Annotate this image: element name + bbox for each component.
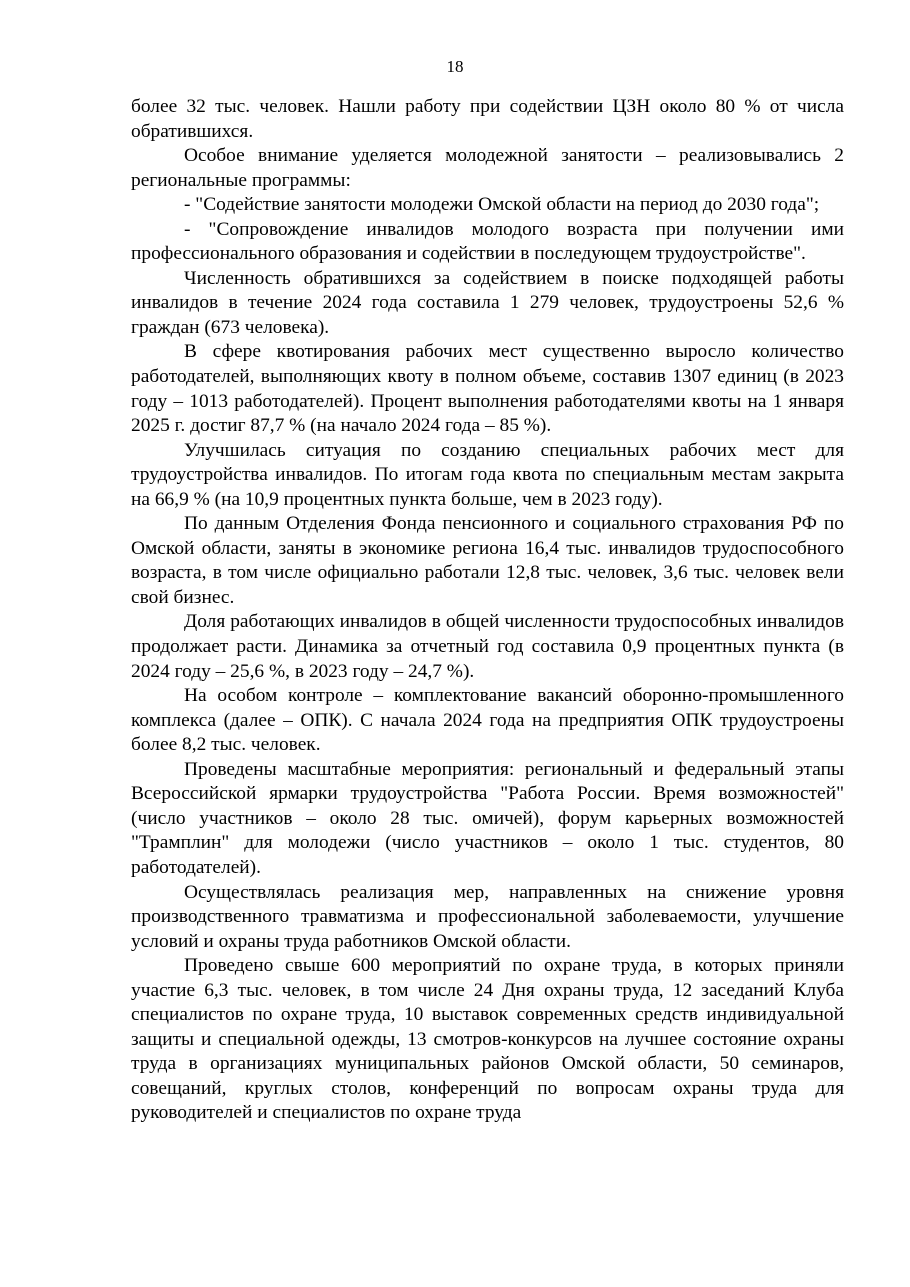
paragraph-12: Осуществлялась реализация мер, направленных на снижение уровня производственного травматизма и профессиональной заболеваемости, улучшение условий и охраны труда работников Омской области. bbox=[131, 881, 844, 952]
paragraph-9: Доля работающих инвалидов в общей численности трудоспособных инвалидов продолжает расти. Динамика за отчетный год составила 0,9 процентных пункта (в 2024 году – 25,6 %, в 2023 году – 24,7 %). bbox=[131, 611, 844, 682]
paragraph-7: Улучшилась ситуация по созданию специальных рабочих мест для трудоустройства инвалидов. По итогам года квота по специальным местам закрыта на 66,9 % (на 10,9 процентных пункта больше, чем в 2023 году). bbox=[131, 439, 844, 510]
paragraph-5: Численность обратившихся за содействием в поиске подходящей работы инвалидов в течение 2024 года составила 1 279 человек, трудоустроены 52,6 % граждан (673 человека). bbox=[131, 267, 844, 338]
body-text bbox=[131, 95, 844, 1126]
paragraph-6: В сфере квотирования рабочих мест существенно выросло количество работодателей, выполняющих квоту в полном объеме, составив 1307 единиц (в 2023 году – 1013 работодателей). Процент выполнения работодателями квоты на 1 января 2025 г. достиг 87,7 % (на начало 2024 года – 85 %). bbox=[131, 341, 844, 437]
paragraph-8: По данным Отделения Фонда пенсионного и социального страхования РФ по Омской области, заняты в экономике региона 16,4 тыс. инвалидов трудоспособного возраста, в том числе официально работали 12,8 тыс. человек, 3,6 тыс. человек вели свой бизнес. bbox=[131, 513, 844, 608]
page-number: 18 bbox=[446, 57, 464, 76]
paragraph-11: Проведены масштабные мероприятия: региональный и федеральный этапы Всероссийской ярмарки трудоустройства "Работа России. Время возможностей" (число участников – около 28 тыс. омичей), форум карьерных возможностей "Трамплин" для молодежи (число участников – около 1 тыс. студентов, 80 работодателей). bbox=[131, 758, 844, 878]
paragraph-2: Особое внимание уделяется молодежной занятости – реализовывались 2 региональные программы: bbox=[131, 145, 844, 191]
paragraph-4: - "Сопровождение инвалидов молодого возраста при получении ими профессионального образования и содействии в последующем трудоустройстве". bbox=[131, 218, 844, 265]
paragraph-10: На особом контроле – комплектование вакансий оборонно-промышленного комплекса (далее – ОПК). С начала 2024 года на предприятия ОПК трудоустроены более 8,2 тыс. человек. bbox=[131, 685, 844, 756]
paragraph-3: - "Содействие занятости молодежи Омской области на период до 2030 года"; bbox=[184, 194, 820, 216]
paragraph-1: более 32 тыс. человек. Нашли работу при содействии ЦЗН около 80 % от числа обратившихся. bbox=[131, 96, 844, 142]
paragraph-13: Проведено свыше 600 мероприятий по охране труда, в которых приняли участие 6,3 тыс. человек, в том числе 24 Дня охраны труда, 12 заседаний Клуба специалистов по охране труда, 10 выставок современных средств индивидуальной защиты и специальной одежды, 13 смотров-конкурсов на лучшее состояние охраны труда в организациях муниципальных районов Омской области, 50 семинаров, совещаний, круглых столов, конференций по вопросам охраны труда для руководителей и специалистов по охране труда bbox=[131, 955, 844, 1124]
